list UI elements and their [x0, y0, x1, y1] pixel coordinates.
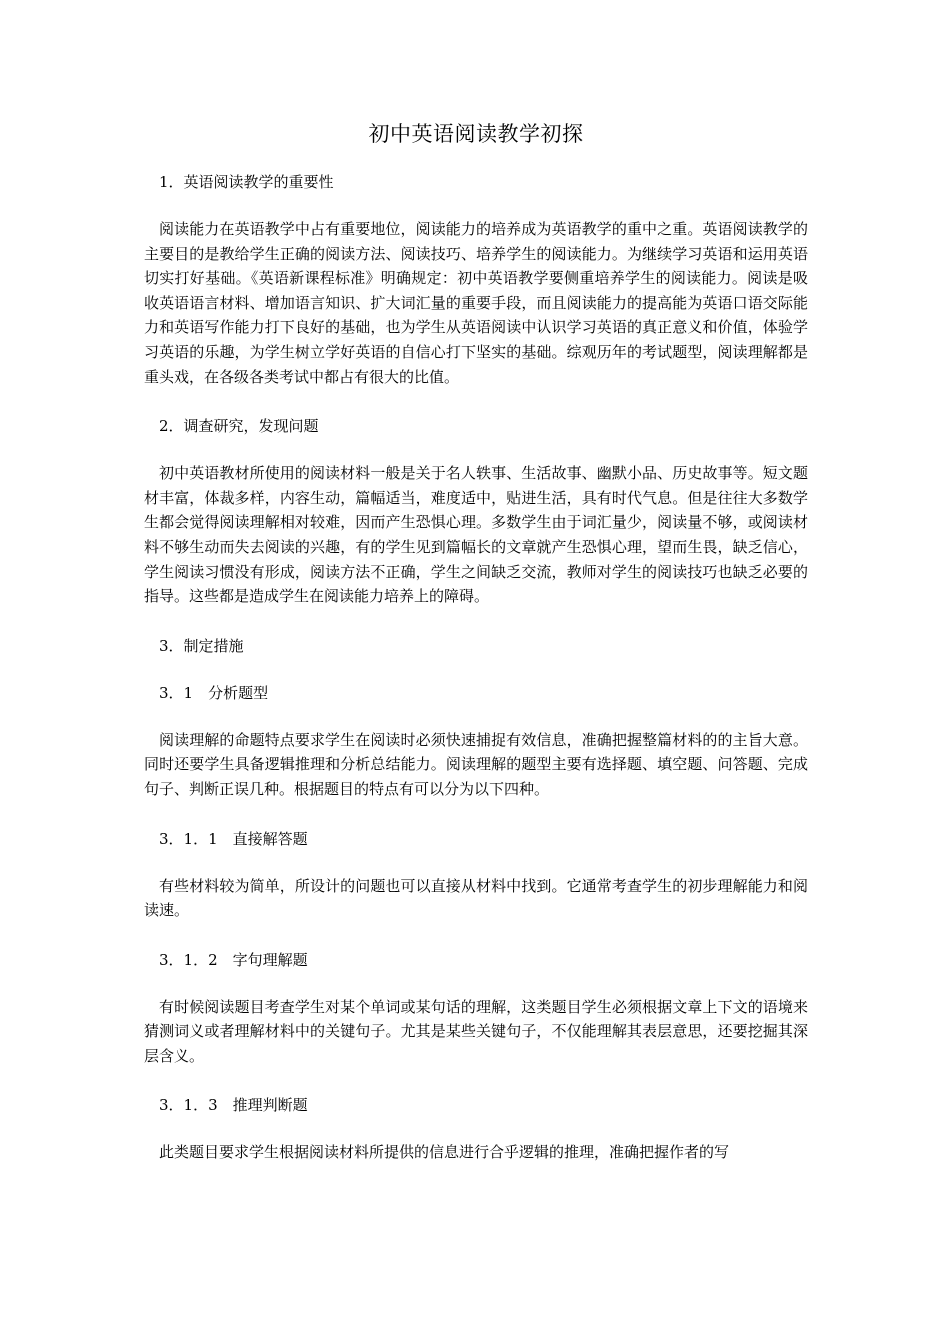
- paragraph: 阅读能力在英语教学中占有重要地位，阅读能力的培养成为英语教学的重中之重。英语阅读教学的主要目的是教给学生正确的阅读方法、阅读技巧、培养学生的阅读能力。为继续学习英语和运用英语切实打好基础。《英语新课程标准》明确规定：初中英语教学要侧重培养学生的阅读能力。阅读是吸收英语语言材料、增加语言知识、扩大词汇量的重要手段，而且阅读能力的提高能为英语口语交际能力和英语写作能力打下良好的基础，也为学生从英语阅读中认识学习英语的真正意义和价值，体验学习英语的乐趣，为学生树立学好英语的自信心打下坚实的基础。综观历年的考试题型，阅读理解都是重头戏，在各级各类考试中都占有很大的比值。: [144, 220, 808, 386]
- paragraph: 此类题目要求学生根据阅读材料所提供的信息进行合乎逻辑的推理，准确把握作者的写: [159, 1143, 730, 1162]
- document-page: [144, 118, 808, 1190]
- paragraph: 阅读理解的命题特点要求学生在阅读时必须快速捕捉有效信息，准确把握整篇材料的的主旨大意。同时还要学生具备逻辑推理和分析总结能力。阅读理解的题型主要有选择题、填空题、问答题、完成句子、判断正误几种。根据题目的特点有可以分为以下四种。: [144, 730, 808, 798]
- subsubsection-heading: 3．1．2 字句理解题: [159, 950, 308, 969]
- subsection-heading: 3．1 分析题型: [159, 683, 269, 702]
- subsubsection-heading: 3．1．3 推理判断题: [159, 1096, 308, 1115]
- document-body: [144, 170, 808, 1165]
- paragraph: 有些材料较为简单，所设计的问题也可以直接从材料中找到。它通常考查学生的初步理解能力和阅读速。: [144, 876, 808, 920]
- paragraph: 有时候阅读题目考查学生对某个单词或某句话的理解，这类题目学生必须根据文章上下文的语境来猜测词义或者理解材料中的关键句子。尤其是某些关键句子，不仅能理解其表层意思，还要挖掘其深层含义。: [144, 997, 808, 1065]
- section-heading: 2．调查研究，发现问题: [159, 417, 319, 436]
- paragraph: 初中英语教材所使用的阅读材料一般是关于名人轶事、生活故事、幽默小品、历史故事等。短文题材丰富，体裁多样，内容生动，篇幅适当，难度适中，贴进生活，具有时代气息。但是往往大多数学生都会觉得阅读理解相对较难，因而产生恐惧心理。多数学生由于词汇量少，阅读量不够，或阅读材料不够生动而失去阅读的兴趣，有的学生见到篇幅长的文章就产生恐惧心理，望而生畏，缺乏信心，学生阅读习惯没有形成，阅读方法不正确，学生之间缺乏交流，教师对学生的阅读技巧也缺乏必要的指导。这些都是造成学生在阅读能力培养上的障碍。: [144, 464, 808, 606]
- section-heading: 3．制定措施: [159, 636, 244, 655]
- subsubsection-heading: 3．1．1 直接解答题: [159, 829, 308, 848]
- section-heading: 1．英语阅读教学的重要性: [159, 173, 334, 191]
- document-title: 初中英语阅读教学初探: [368, 122, 584, 146]
